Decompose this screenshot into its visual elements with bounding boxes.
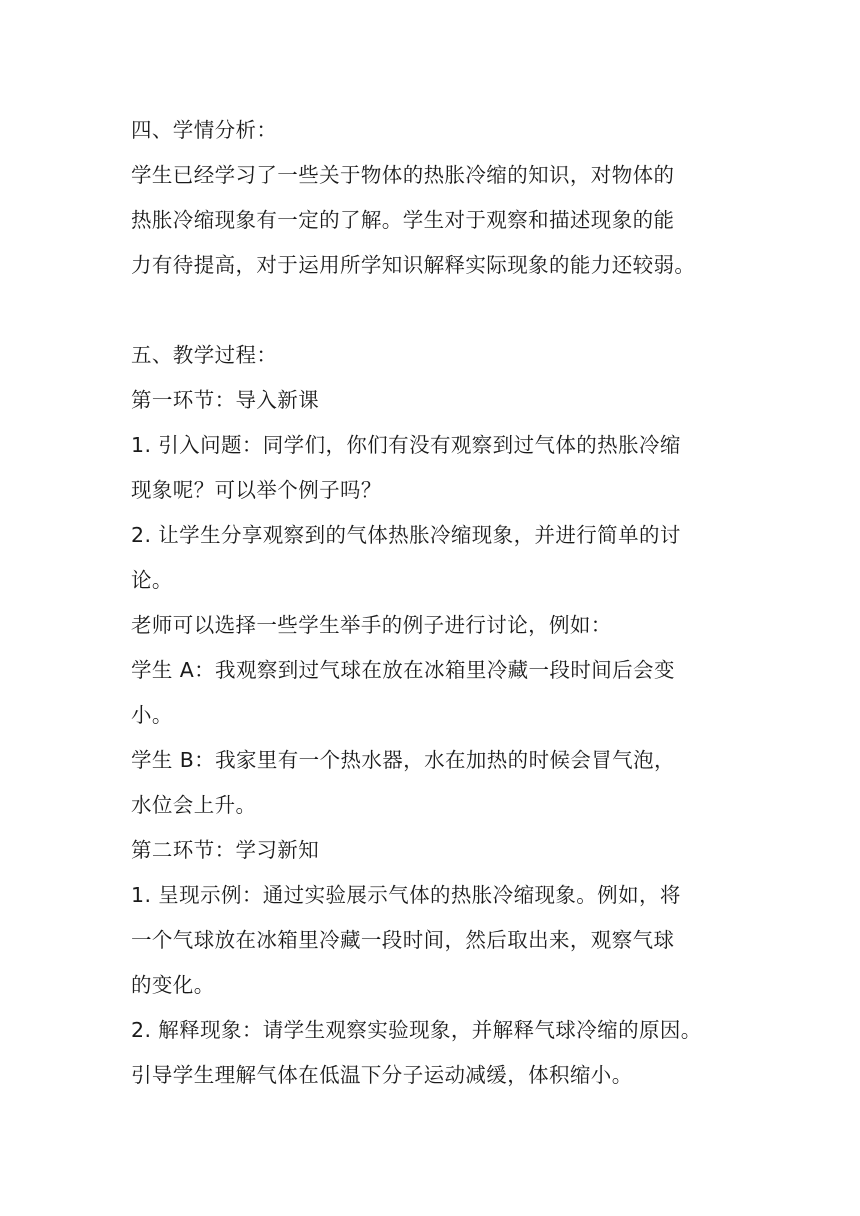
list-item-line: 论。 bbox=[131, 568, 173, 592]
list-item-line: 2. 解释现象：请学生观察实验现象，并解释气球冷缩的原因。 bbox=[131, 1018, 702, 1042]
student-example-line: 水位会上升。 bbox=[131, 793, 257, 817]
list-item-line: 1. 呈现示例：通过实验展示气体的热胀冷缩现象。例如，将 bbox=[131, 883, 681, 907]
paragraph-line: 老师可以选择一些学生举手的例子进行讨论，例如： bbox=[131, 613, 612, 637]
list-item-line: 1. 引入问题：同学们，你们有没有观察到过气体的热胀冷缩 bbox=[131, 433, 681, 457]
subsection-heading-new-knowledge: 第二环节：学习新知 bbox=[131, 838, 320, 862]
section-heading-student-analysis: 四、学情分析： bbox=[131, 118, 278, 142]
paragraph-line: 力有待提高，对于运用所学知识解释实际现象的能力还较弱。 bbox=[131, 253, 696, 277]
student-example-line: 学生 A：我观察到过气球在放在冰箱里冷藏一段时间后会变 bbox=[131, 658, 675, 682]
paragraph-line: 学生已经学习了一些关于物体的热胀冷缩的知识，对物体的 bbox=[131, 163, 675, 187]
list-item-line: 引导学生理解气体在低温下分子运动减缓，体积缩小。 bbox=[131, 1063, 633, 1087]
list-item-line: 一个气球放在冰箱里冷藏一段时间，然后取出来，观察气球 bbox=[131, 928, 675, 952]
subsection-heading-intro: 第一环节：导入新课 bbox=[131, 388, 320, 412]
paragraph-line: 热胀冷缩现象有一定的了解。学生对于观察和描述现象的能 bbox=[131, 208, 675, 232]
student-example-line: 小。 bbox=[131, 703, 173, 727]
list-item-line: 的变化。 bbox=[131, 973, 215, 997]
section-heading-teaching-process: 五、教学过程： bbox=[131, 343, 278, 367]
list-item-line: 现象呢？可以举个例子吗？ bbox=[131, 478, 382, 502]
blank-line bbox=[131, 288, 741, 333]
student-example-line: 学生 B：我家里有一个热水器，水在加热的时候会冒气泡， bbox=[131, 748, 675, 772]
list-item-line: 2. 让学生分享观察到的气体热胀冷缩现象，并进行简单的讨 bbox=[131, 523, 681, 547]
document-body bbox=[131, 108, 741, 1098]
